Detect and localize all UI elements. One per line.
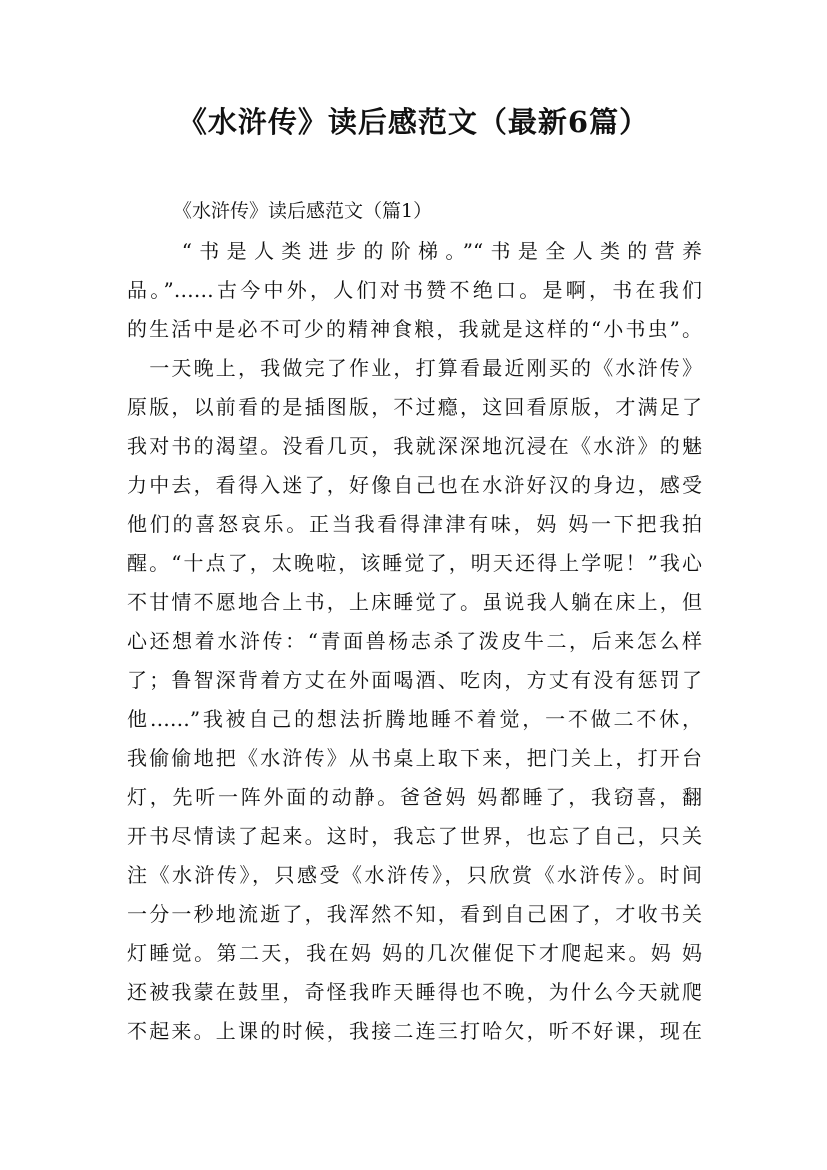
text-line: 灯睡觉。第二天，我在妈 妈的几次催促下才爬起来。妈 妈 <box>127 941 702 965</box>
text-line: 注《水浒传》，只感受《水浒传》，只欣赏《水浒传》。时间 <box>127 863 702 887</box>
text-line: 不甘情不愿地合上书，上床睡觉了。虽说我人躺在床上，但 <box>127 590 702 614</box>
text-line: 我偷偷地把《水浒传》从书桌上取下来，把门关上，打开台 <box>127 746 702 770</box>
text-line: 还被我蒙在鼓里，奇怪我昨天睡得也不晚，为什么今天就爬 <box>127 980 702 1004</box>
text-line: 一天晚上，我做完了作业，打算看最近刚买的《水浒传》 <box>127 356 702 380</box>
text-line: 一分一秒地流逝了，我浑然不知，看到自己困了，才收书关 <box>127 902 702 926</box>
text-line: 原版，以前看的是插图版，不过瘾，这回看原版，才满足了 <box>127 395 702 419</box>
text-line: 了；鲁智深背着方丈在外面喝酒、吃肉，方丈有没有惩罚了 <box>127 668 702 692</box>
text-line: 他们的喜怒哀乐。正当我看得津津有味，妈 妈一下把我拍 <box>127 512 702 536</box>
text-line: 力中去，看得入迷了，好像自己也在水浒好汉的身边，感受 <box>127 473 702 497</box>
text-line: 他……”我被自己的想法折腾地睡不着觉，一不做二不休， <box>127 707 702 731</box>
text-line: 不起来。上课的时候，我接二连三打哈欠，听不好课，现在 <box>127 1019 702 1043</box>
text-line: 我对书的渴望。没看几页，我就深深地沉浸在《水浒》的魅 <box>127 434 702 458</box>
text-line: 品。”……古今中外，人们对书赞不绝口。是啊，书在我们 <box>127 278 702 302</box>
section-heading: 《水浒传》读后感范文（篇1） <box>173 200 433 222</box>
text-line: 的生活中是必不可少的精神食粮，我就是这样的“小书虫”。 <box>127 317 702 341</box>
document-title: 《水浒传》读后感范文（最新6篇） <box>177 105 650 139</box>
text-line: “书是人类进步的阶梯。”“书是全人类的营养 <box>127 239 702 263</box>
text-line: 醒。“十点了，太晚啦，该睡觉了，明天还得上学呢！”我心 <box>127 551 702 575</box>
text-line: 开书尽情读了起来。这时，我忘了世界，也忘了自己，只关 <box>127 824 702 848</box>
text-line: 灯，先听一阵外面的动静。爸爸妈 妈都睡了，我窃喜，翻 <box>127 785 702 809</box>
text-line: 心还想着水浒传：“青面兽杨志杀了泼皮牛二，后来怎么样 <box>127 629 702 653</box>
